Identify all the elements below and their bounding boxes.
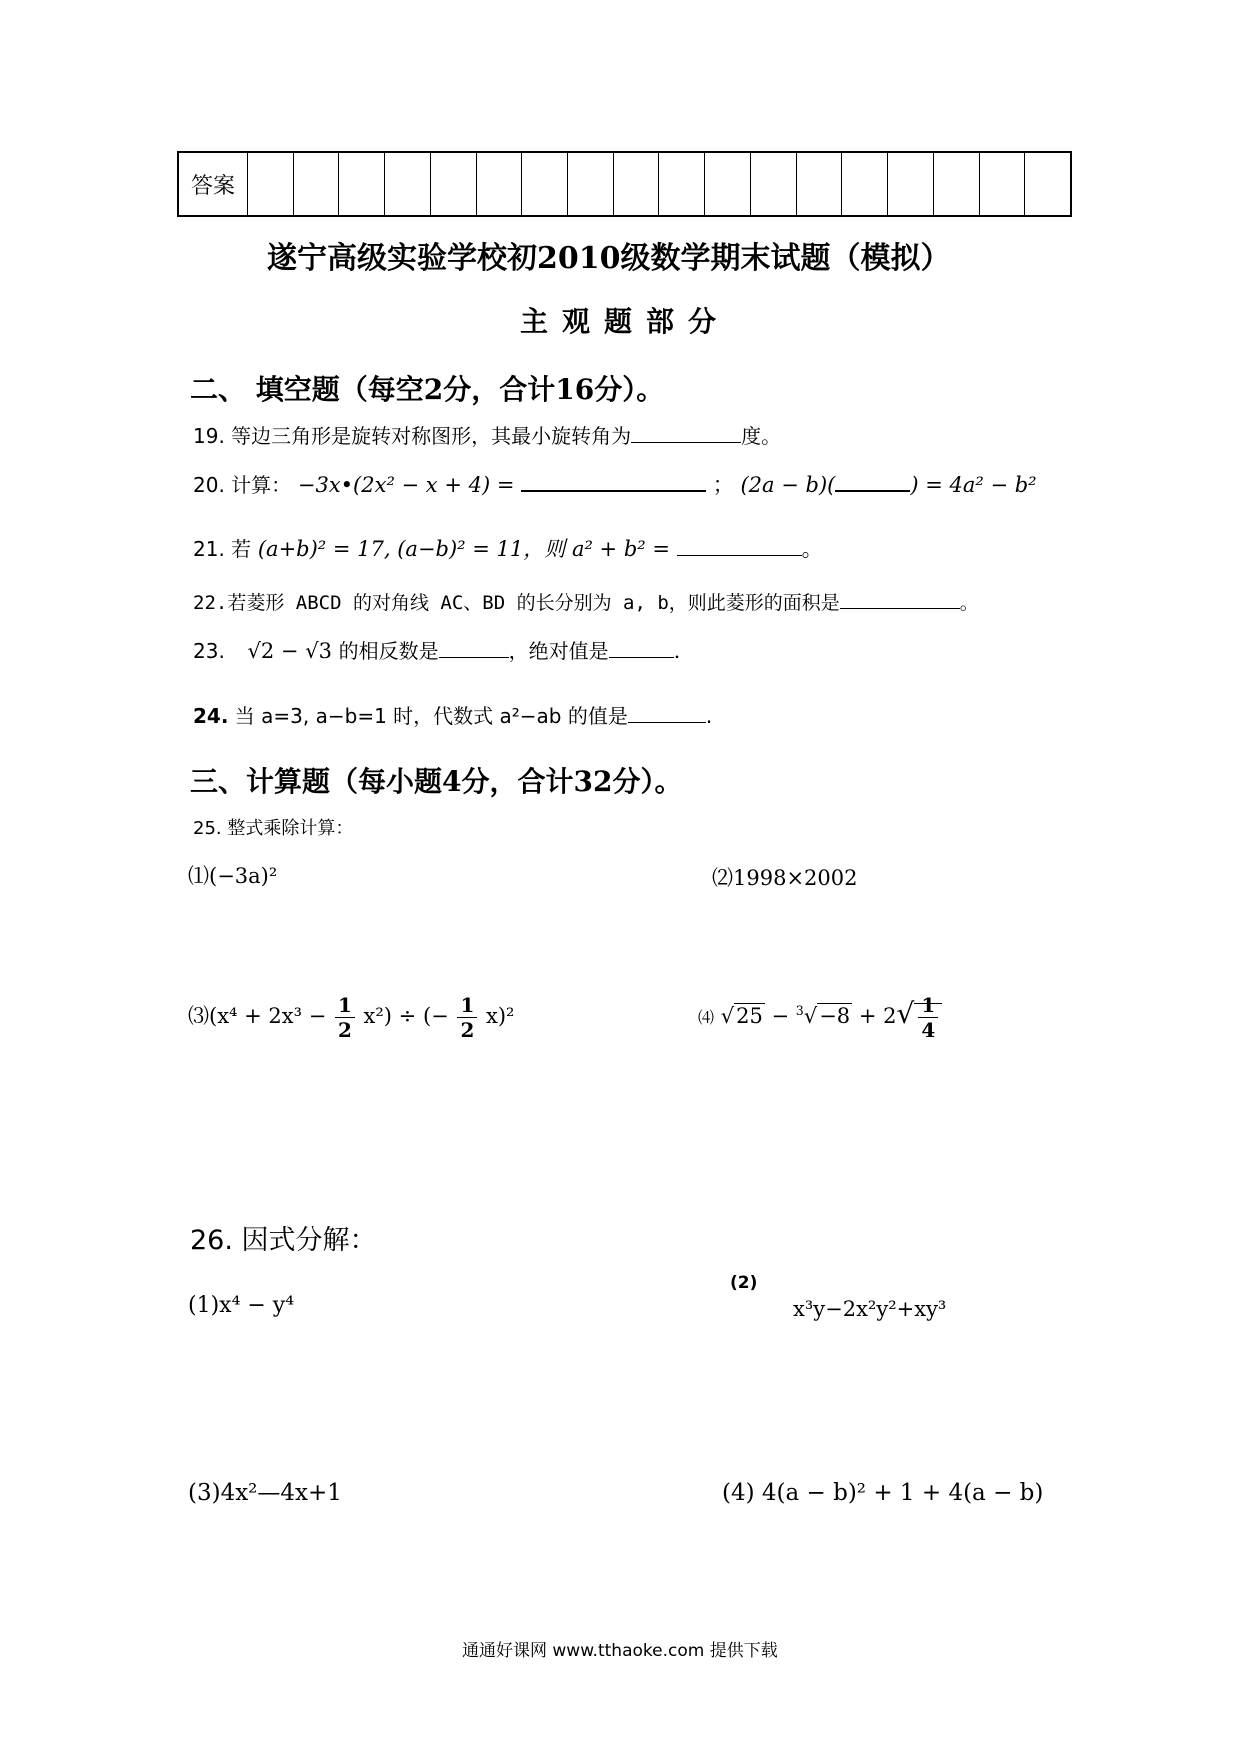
answer-cell[interactable] [797,153,843,215]
q23-lead: 23. [193,639,225,663]
fraction-quarter: $\frac{1}{4}$ [918,993,938,1042]
q25-title: 25. 整式乘除计算： [193,818,354,839]
section-2-heading: 二、 填空题（每空2分，合计16分）。 [190,373,665,406]
q24-blank [628,702,706,723]
sqrt-25: √25 [720,1004,763,1028]
q24-text: 当 a=3, a−b=1 时，代数式 a²−ab 的值是 [234,704,628,728]
q25-p4-minus: − [771,1004,796,1028]
q22-blank [840,588,960,609]
answer-cell[interactable] [659,153,705,215]
q26-part-2-label: (2) [730,1273,758,1293]
question-20 [193,469,1037,499]
q21-expr: (a+b)² = 17, (a−b)² = 11，则 a² + b² = [257,537,670,561]
q23-mid: 的相反数是 [338,639,439,663]
q23-blank-2 [609,637,674,658]
q24-lead: 24. [193,704,229,728]
question-21 [193,533,823,563]
answer-cell[interactable] [568,153,614,215]
q22-text: 22.若菱形 ABCD 的对角线 AC、BD 的长分别为 a, b，则此菱形的面积是 [193,592,840,614]
answer-label: 答案 [179,153,248,215]
q25-part-1: ⑴(−3a)² [188,864,278,888]
q25-part-3 [188,993,514,1042]
answer-cell[interactable] [1025,153,1070,215]
q20-sep: ； [712,473,734,497]
q23-blank-1 [439,637,509,658]
q25-p4-plus: + 2 [858,1004,897,1028]
q20-expr1: −3x•(2x² − x + 4) = [297,473,515,497]
q25-part-4 [698,993,942,1042]
answer-cell[interactable] [294,153,340,215]
question-22 [193,588,979,615]
frac-den-2: 2 [460,1018,475,1042]
q23-tail: . [673,639,681,663]
q19-text: 19. 等边三角形是旋转对称图形，其最小旋转角为 [193,424,632,448]
question-19 [193,420,781,449]
q26-part-1: (1)x⁴ − y⁴ [188,1293,295,1318]
answer-cell[interactable] [705,153,751,215]
cbrt-radicand: −8 [819,1004,851,1028]
question-23 [193,635,680,664]
q26-part-3: (3)4x²—4x+1 [188,1480,342,1506]
q26-title: 26. 因式分解： [190,1225,377,1256]
answer-cell[interactable] [522,153,568,215]
frac-den-1: 2 [337,1018,352,1042]
answer-cell[interactable] [339,153,385,215]
q20-expr2b: ) = 4a² − b² [910,473,1037,497]
answer-cell[interactable] [980,153,1026,215]
q20-blank-1 [521,470,706,492]
answer-grid [177,151,1072,217]
q20-lead: 20. 计算： [193,473,292,497]
q25-p3-tail: x)² [486,1004,515,1028]
q25-part-2: ⑵1998×2002 [712,866,858,890]
q26-part-2: x³y−2x²y²+xy³ [793,1297,947,1321]
answer-cell[interactable] [888,153,934,215]
q21-tail: 。 [801,537,823,561]
answer-cell[interactable] [477,153,523,215]
question-24 [193,700,712,729]
answer-cell[interactable] [248,153,294,215]
answer-cell[interactable] [751,153,797,215]
q24-tail: . [705,704,713,728]
answer-cell[interactable] [385,153,431,215]
frac-num-2: 1 [457,993,477,1018]
q21-blank [677,535,802,556]
q25-p3-lead: ⑶(x⁴ + 2x³ − [188,1004,327,1028]
page-subtitle: 主观题部分 [520,305,731,338]
q20-blank-2 [835,470,910,492]
answer-cell[interactable] [614,153,660,215]
cube-root-index: 3 [795,1003,804,1018]
sqrt-25-radicand: 25 [736,1004,763,1028]
q19-tail: 度。 [741,424,782,448]
q22-tail: 。 [959,592,979,614]
fraction-half-1 [335,993,355,1042]
answer-cell[interactable] [934,153,980,215]
frac-num-1: 1 [335,993,355,1018]
q23-expr: √2 − √3 [247,639,332,663]
page-title: 遂宁高级实验学校初2010级数学期末试题（模拟） [267,241,951,276]
q19-blank [631,422,741,443]
q20-expr2a: (2a − b)( [740,473,836,497]
q26-part-4: (4) 4(a − b)² + 1 + 4(a − b) [722,1480,1044,1506]
sqrt-quarter: √ $\frac{1}{4}$ [897,993,943,1042]
cbrt-neg8: √−8 [803,1004,851,1028]
q25-p3-mid: x²) ÷ (− [363,1004,449,1028]
section-3-heading: 三、计算题（每小题4分，合计32分）。 [190,765,683,798]
answer-cell[interactable] [431,153,477,215]
q21-lead: 21. 若 [193,537,252,561]
q23-mid2: ，绝对值是 [508,639,609,663]
answer-cell[interactable] [842,153,888,215]
fraction-half-2 [457,993,477,1042]
q25-p4-lead: ⑷ [698,1008,715,1027]
footer-text: 通通好课网 www.tthaoke.com 提供下载 [462,1641,778,1661]
